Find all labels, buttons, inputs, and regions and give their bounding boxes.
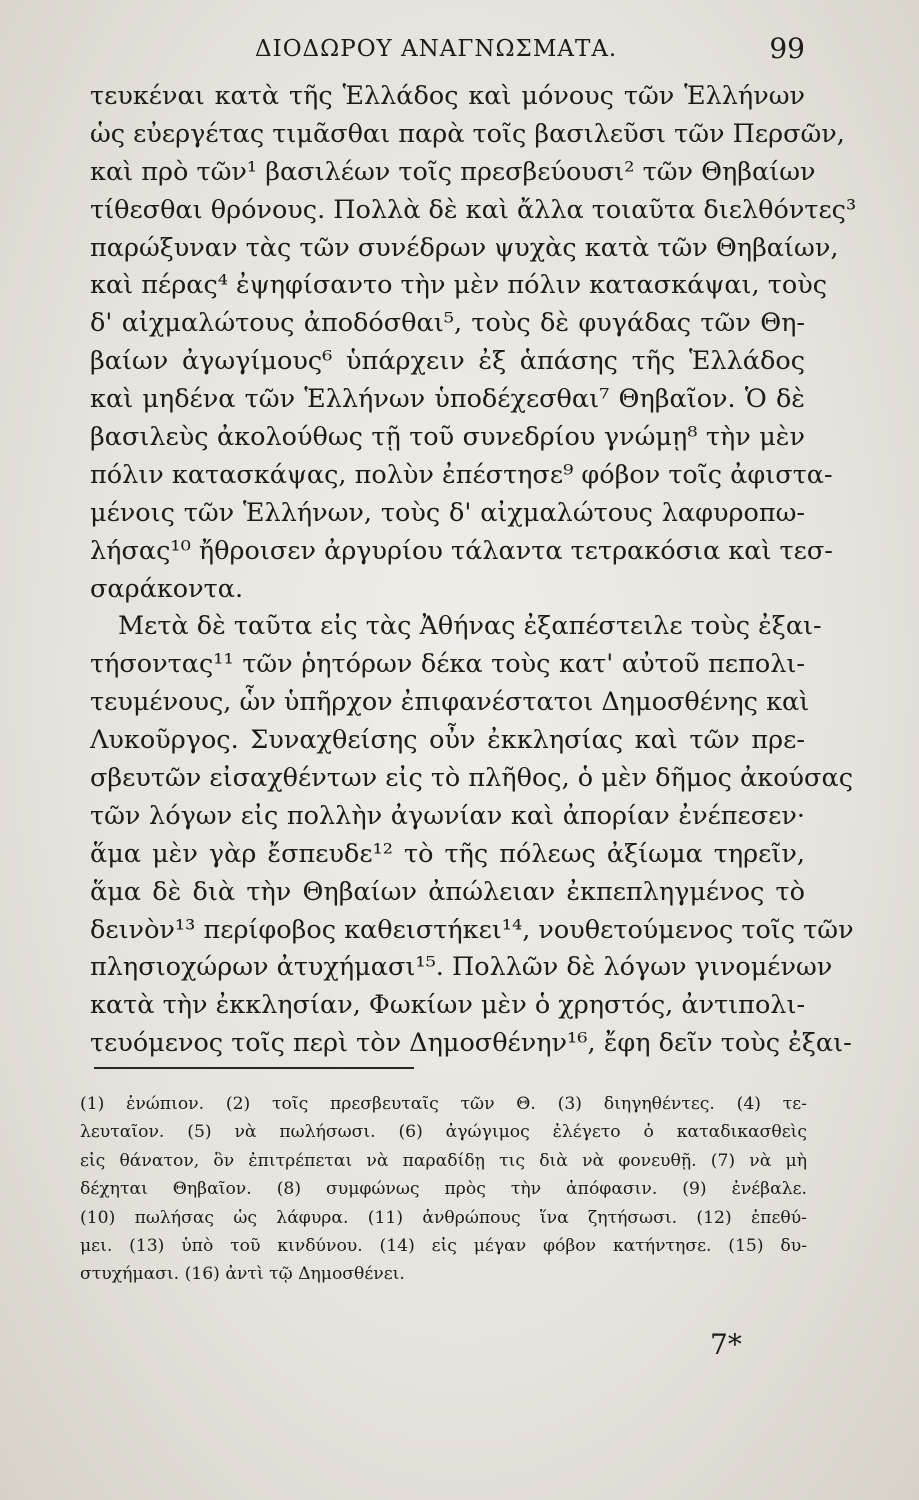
text-line: μένοις τῶν Ἑλλήνων, τοὺς δ' αἰχμαλώτους λαφυροπω- (90, 497, 805, 528)
text-line: βασιλεὺς ἀκολούθως τῇ τοῦ συνεδρίου γνώμῃ⁸ τὴν μὲν (90, 422, 805, 453)
text-line: τῶν λόγων εἰς πολλὴν ἀγωνίαν καὶ ἀπορίαν ἐνέπεσεν· (90, 800, 805, 831)
text-line: δ' αἰχμαλώτους ἀποδόσθαι⁵, τοὺς δὲ φυγάδας τῶν Θη- (90, 308, 805, 339)
text-line: δεινὸν¹³ περίφοβος καθειστήκει¹⁴, νουθετούμενος τοῖς τῶν (90, 914, 854, 945)
text-line: παρώξυναν τὰς τῶν συνέδρων ψυχὰς κατὰ τῶν Θηβαίων, (90, 232, 839, 263)
footnote-line: μει. (13) ὑπὸ τοῦ κινδύνου. (14) εἰς μέγαν φόβον κατήντησε. (15) δυ- (80, 1235, 807, 1256)
text-line: καὶ μηδένα τῶν Ἑλλήνων ὑποδέχεσθαι⁷ Θηβαῖον. Ὁ δὲ (90, 384, 805, 415)
text-line: πλησιοχώρων ἀτυχήμασι¹⁵. Πολλῶν δὲ λόγων γινομένων (90, 952, 833, 983)
text-line: σαράκοντα. (90, 573, 244, 604)
text-line: τήσοντας¹¹ τῶν ῥητόρων δέκα τοὺς κατ' αὐτοῦ πεπολι- (90, 649, 805, 680)
footnote-line: δέχηται Θηβαῖον. (8) συμφώνως πρὸς τὴν ἀπόφασιν. (9) ἐνέβαλε. (80, 1179, 807, 1200)
footnotes (80, 1090, 807, 1289)
main-text (90, 78, 857, 1063)
text-line: ἅμα δὲ διὰ τὴν Θηβαίων ἀπώλειαν ἐκπεπληγμένος τὸ (90, 876, 805, 907)
text-line: ὡς εὐεργέτας τιμᾶσθαι παρὰ τοῖς βασιλεῦσι τῶν Περσῶν, (90, 118, 845, 149)
text-line: τευκέναι κατὰ τῆς Ἑλλάδος καὶ μόνους τῶν Ἑλλήνων (90, 81, 805, 111)
footnote-line: (1) ἐνώπιον. (2) τοῖς πρεσβευταῖς τῶν Θ. (3) διηγηθέντες. (4) τε- (80, 1094, 807, 1114)
running-title: ΔΙΟΔΩΡΟΥ ΑΝΑΓΝΩΣΜΑΤΑ. (255, 36, 618, 62)
text-line: τευμένους, ὧν ὑπῆρχον ἐπιφανέστατοι Δημοσθένης καὶ (90, 687, 810, 718)
text-line: λήσας¹⁰ ἤθροισεν ἀργυρίου τάλαντα τετρακόσια καὶ τεσ- (90, 535, 833, 566)
footnote-line: λευταῖον. (5) νὰ πωλήσωσι. (6) ἀγώγιμος ἐλέγετο ὁ καταδικασθεὶς (80, 1122, 807, 1143)
footnote-line: (10) πωλήσας ὡς λάφυρα. (11) ἀνθρώπους ἵνα ζητήσωσι. (12) ἐπεθύ- (80, 1207, 807, 1228)
text-line: Λυκοῦργος. Συναχθείσης οὖν ἐκκλησίας καὶ τῶν πρε- (90, 725, 805, 756)
paragraph-start-line: Μετὰ δὲ ταῦτα εἰς τὰς Ἀθήνας ἐξαπέστειλε τοὺς ἐξαι- (118, 611, 822, 642)
page-header (90, 28, 805, 68)
text-line: ἅμα μὲν γὰρ ἔσπευδε¹² τὸ τῆς πόλεως ἀξίωμα τηρεῖν, (90, 838, 805, 869)
text-line: σβευτῶν εἰσαχθέντων εἰς τὸ πλῆθος, ὁ μὲν δῆμος ἀκούσας (90, 763, 853, 794)
footnote-line: στυχήμασι. (16) ἀντὶ τῷ Δημοσθένει. (80, 1264, 405, 1285)
text-line: καὶ πέρας⁴ ἐψηφίσαντο τὴν μὲν πόλιν κατασκάψαι, τοὺς (90, 270, 828, 301)
footnote-line: εἰς θάνατον, ὃν ἐπιτρέπεται νὰ παραδίδῃ τις διὰ νὰ φονευθῇ. (7) νὰ μὴ (80, 1150, 807, 1171)
text-line: κατὰ τὴν ἐκκλησίαν, Φωκίων μὲν ὁ χρηστός, ἀντιπολι- (90, 990, 806, 1021)
page-number: 99 (769, 32, 805, 65)
text-line: τίθεσθαι θρόνους. Πολλὰ δὲ καὶ ἄλλα τοιαῦτα διελθόντες³ (90, 194, 857, 225)
text-line: καὶ πρὸ τῶν¹ βασιλέων τοῖς πρεσβεύουσι² τῶν Θηβαίων (90, 156, 816, 187)
printer-signature-mark: 7* (710, 1328, 742, 1361)
text-line: τευόμενος τοῖς περὶ τὸν Δημοσθένην¹⁶, ἔφη δεῖν τοὺς ἐξαι- (90, 1028, 852, 1059)
footnote-divider (94, 1067, 414, 1069)
text-line: πόλιν κατασκάψας, πολὺν ἐπέστησε⁹ φόβον τοῖς ἀφιστα- (90, 459, 833, 490)
text-line: βαίων ἀγωγίμους⁶ ὑπάρχειν ἐξ ἁπάσης τῆς Ἑλλάδος (90, 346, 805, 377)
